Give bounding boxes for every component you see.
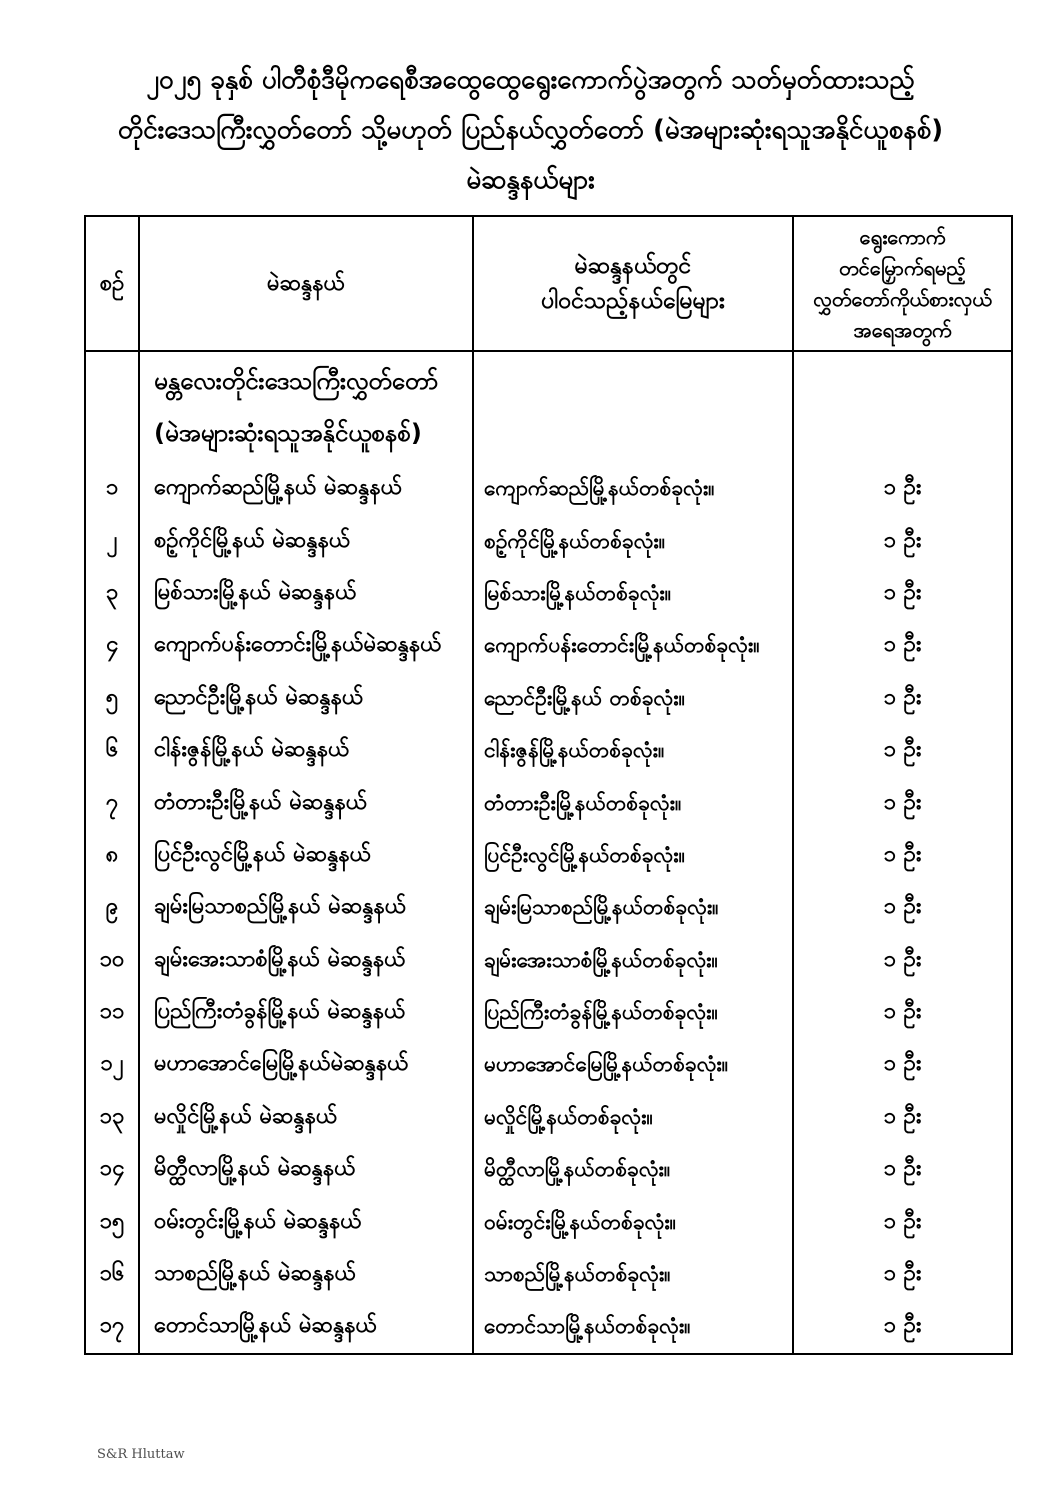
included-areas: ပြည်ကြီးတံခွန်မြို့နယ်တစ်ခုလုံး။ bbox=[474, 986, 794, 1038]
row-number: ၉ bbox=[86, 881, 140, 933]
row-number: ၂ bbox=[86, 514, 140, 566]
constituency-name: ဝမ်းတွင်းမြို့နယ် မဲဆန္ဒနယ် bbox=[140, 1195, 474, 1247]
constituency-name: ကျောက်ပန်းတောင်းမြို့နယ်မဲဆန္ဒနယ် bbox=[140, 619, 474, 671]
column-header-areas-line-2: ပါဝင်သည့်နယ်မြေများ bbox=[541, 287, 725, 314]
section-header-line-1: မန္တလေးတိုင်းဒေသကြီးလွှတ်တော် bbox=[154, 367, 439, 395]
constituency-name: မဟာအောင်မြေမြို့နယ်မဲဆန္ဒနယ် bbox=[140, 1038, 474, 1090]
page-title-line-3: မဲဆန္ဒနယ်များ bbox=[466, 165, 595, 195]
included-areas: မြစ်သားမြို့နယ်တစ်ခုလုံး။ bbox=[474, 567, 794, 619]
representative-count: ၁ ဦး bbox=[883, 1313, 922, 1339]
included-areas: ကျောက်ပန်းတောင်းမြို့နယ်တစ်ခုလုံး။ bbox=[474, 619, 794, 671]
included-areas: မဟာအောင်မြေမြို့နယ်တစ်ခုလုံး။ bbox=[474, 1038, 794, 1090]
included-areas: သာစည်မြို့နယ်တစ်ခုလုံး။ bbox=[474, 1248, 794, 1300]
constituency-name: တံတားဦးမြို့နယ် မဲဆန္ဒနယ် bbox=[140, 776, 474, 828]
row-number: ၁၁ bbox=[86, 986, 140, 1038]
constituency-name: ညောင်ဦးမြို့နယ် မဲဆန္ဒနယ် bbox=[140, 672, 474, 724]
representative-count: ၁ ဦး bbox=[883, 999, 922, 1025]
column-header-no: စဉ် bbox=[86, 217, 140, 352]
column-header-areas-line-1: မဲဆန္ဒနယ်တွင် bbox=[574, 252, 692, 279]
representative-count: ၁ ဦး bbox=[883, 1051, 922, 1077]
constituency-name: သာစည်မြို့နယ် မဲဆန္ဒနယ် bbox=[140, 1248, 474, 1300]
constituency-name: ပြည်ကြီးတံခွန်မြို့နယ် မဲဆန္ဒနယ် bbox=[140, 986, 474, 1038]
constituency-name: ငါန်းဇွန်မြို့နယ် မဲဆန္ဒနယ် bbox=[140, 724, 474, 776]
column-header-reps-line-2: တင်မြှောက်ရမည့် bbox=[839, 255, 966, 280]
row-number: ၁၇ bbox=[86, 1300, 140, 1352]
included-areas: ချမ်းအေးသာစံမြို့နယ်တစ်ခုလုံး။ bbox=[474, 934, 794, 986]
row-number: ၁၄ bbox=[86, 1143, 140, 1195]
row-number: ၁၆ bbox=[86, 1248, 140, 1300]
included-areas: ကျောက်ဆည်မြို့နယ်တစ်ခုလုံး။ bbox=[474, 462, 794, 514]
included-areas: မလှိုင်မြို့နယ်တစ်ခုလုံး။ bbox=[474, 1091, 794, 1143]
column-header-constituency: မဲဆန္ဒနယ် bbox=[140, 217, 474, 352]
included-areas: ငါန်းဇွန်မြို့နယ်တစ်ခုလုံး။ bbox=[474, 724, 794, 776]
section-header bbox=[140, 352, 474, 462]
column-header-reps-line-1: ရွေးကောက် bbox=[859, 224, 946, 249]
representative-count: ၁ ဦး bbox=[883, 579, 922, 605]
column-header-representatives bbox=[794, 217, 1011, 352]
representative-count: ၁ ဦး bbox=[883, 946, 922, 972]
footer-watermark: S&R Hluttaw bbox=[97, 1447, 185, 1462]
row-number: ၇ bbox=[86, 776, 140, 828]
constituency-table bbox=[84, 215, 1013, 1355]
column-header-reps-line-4: အရေအတွက် bbox=[853, 317, 952, 342]
constituency-name: ချမ်းမြသာစည်မြို့နယ် မဲဆန္ဒနယ် bbox=[140, 881, 474, 933]
constituency-name: တောင်သာမြို့နယ် မဲဆန္ဒနယ် bbox=[140, 1300, 474, 1352]
included-areas: တံတားဦးမြို့နယ်တစ်ခုလုံး။ bbox=[474, 776, 794, 828]
section-empty-areas-cell bbox=[474, 352, 794, 462]
row-number: ၁၂ bbox=[86, 1038, 140, 1090]
section-empty-no-cell bbox=[86, 352, 140, 462]
constituency-name: ပြင်ဦးလွင်မြို့နယ် မဲဆန္ဒနယ် bbox=[140, 829, 474, 881]
constituency-name: ကျောက်ဆည်မြို့နယ် မဲဆန္ဒနယ် bbox=[140, 462, 474, 514]
row-number: ၁၃ bbox=[86, 1091, 140, 1143]
representative-count: ၁ ဦး bbox=[883, 632, 922, 658]
column-header-reps-line-3: လွှတ်တော်ကိုယ်စားလှယ် bbox=[813, 286, 992, 311]
row-number: ၁၅ bbox=[86, 1195, 140, 1247]
representative-count: ၁ ဦး bbox=[883, 894, 922, 920]
representative-count: ၁ ဦး bbox=[883, 475, 922, 501]
constituency-name: မြစ်သားမြို့နယ် မဲဆန္ဒနယ် bbox=[140, 567, 474, 619]
representative-count: ၁ ဦး bbox=[883, 789, 922, 815]
column-header-areas bbox=[474, 217, 794, 352]
section-empty-reps-cell bbox=[794, 352, 1011, 462]
included-areas: တောင်သာမြို့နယ်တစ်ခုလုံး။ bbox=[474, 1300, 794, 1352]
page-title bbox=[40, 55, 1021, 205]
page-title-line-2: တိုင်းဒေသကြီးလွှတ်တော် သို့မဟုတ် ပြည်နယ်လွှတ်တော် (မဲအများဆုံးရသူအနိုင်ယူစနစ်) bbox=[117, 115, 944, 145]
constituency-name: ချမ်းအေးသာစံမြို့နယ် မဲဆန္ဒနယ် bbox=[140, 934, 474, 986]
row-number: ၁၀ bbox=[86, 934, 140, 986]
representative-count: ၁ ဦး bbox=[883, 684, 922, 710]
row-number: ၄ bbox=[86, 619, 140, 671]
included-areas: ချမ်းမြသာစည်မြို့နယ်တစ်ခုလုံး။ bbox=[474, 881, 794, 933]
row-number: ၆ bbox=[86, 724, 140, 776]
representative-count: ၁ ဦး bbox=[883, 737, 922, 763]
row-number: ၅ bbox=[86, 672, 140, 724]
representative-count: ၁ ဦး bbox=[883, 1156, 922, 1182]
row-number: ၃ bbox=[86, 567, 140, 619]
included-areas: စဉ့်ကိုင်မြို့နယ်တစ်ခုလုံး။ bbox=[474, 514, 794, 566]
included-areas: ညောင်ဦးမြို့နယ် တစ်ခုလုံး။ bbox=[474, 672, 794, 724]
included-areas: ပြင်ဦးလွင်မြို့နယ်တစ်ခုလုံး။ bbox=[474, 829, 794, 881]
representative-count: ၁ ဦး bbox=[883, 527, 922, 553]
constituency-name: စဉ့်ကိုင်မြို့နယ် မဲဆန္ဒနယ် bbox=[140, 514, 474, 566]
included-areas: မိတ္ထီလာမြို့နယ်တစ်ခုလုံး။ bbox=[474, 1143, 794, 1195]
representative-count: ၁ ဦး bbox=[883, 1103, 922, 1129]
representative-count: ၁ ဦး bbox=[883, 1261, 922, 1287]
representative-count: ၁ ဦး bbox=[883, 1208, 922, 1234]
page-title-line-1: ၂၀၂၅ ခုနှစ် ပါတီစုံဒီမိုကရေစီအထွေထွေရွေးကောက်ပွဲအတွက် သတ်မှတ်ထားသည့် bbox=[146, 65, 915, 95]
row-number: ၈ bbox=[86, 829, 140, 881]
row-number: ၁ bbox=[86, 462, 140, 514]
representative-count: ၁ ဦး bbox=[883, 841, 922, 867]
constituency-name: မိတ္ထီလာမြို့နယ် မဲဆန္ဒနယ် bbox=[140, 1143, 474, 1195]
section-header-line-2: (မဲအများဆုံးရသူအနိုင်ယူစနစ်) bbox=[154, 419, 422, 447]
included-areas: ဝမ်းတွင်းမြို့နယ်တစ်ခုလုံး။ bbox=[474, 1195, 794, 1247]
constituency-name: မလှိုင်မြို့နယ် မဲဆန္ဒနယ် bbox=[140, 1091, 474, 1143]
